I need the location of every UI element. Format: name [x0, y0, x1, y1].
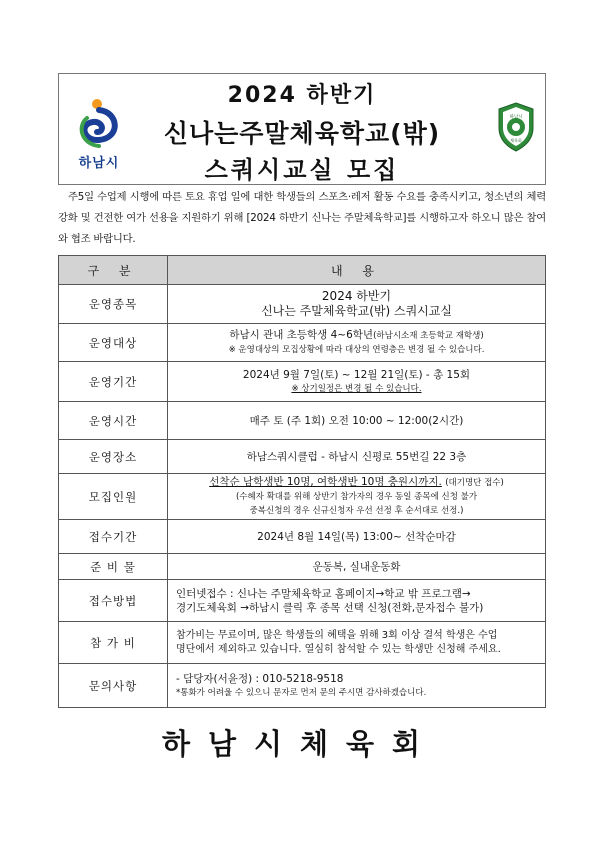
- footer-organizer: 하남시체육회: [161, 727, 439, 761]
- event-year: 2024 하반기: [321, 289, 392, 303]
- row-fee: [59, 622, 546, 664]
- recruit-waitlist: (대기명단 접수): [445, 478, 504, 488]
- fee-line-1: 참가비는 무료이며, 많은 학생들의 혜택을 위해 3회 이상 결석 학생은 수업: [176, 629, 498, 641]
- row-label: 문의사항: [59, 664, 168, 708]
- emblem-text-top: 하남시: [509, 115, 523, 120]
- contact-person: - 담당자(서윤정) : 010-5218-9518: [176, 672, 344, 685]
- recruit-main: 선착순 남학생반 10명, 여학생반 10명 충원시까지.: [209, 476, 442, 488]
- row-label: 운영장소: [59, 440, 168, 474]
- row-label: 운영대상: [59, 324, 168, 362]
- row-value: 하남스쿼시클럽 - 하남시 신평로 55번길 22 3층: [168, 440, 546, 474]
- row-event-name: [59, 285, 546, 324]
- row-value: [168, 622, 546, 664]
- info-table: [58, 255, 546, 708]
- row-apply-period: [59, 520, 546, 554]
- header-box: [58, 73, 546, 185]
- row-label: 운영종목: [59, 285, 168, 324]
- col-header-content: 내 용: [168, 256, 546, 285]
- event-title: 신나는 주말체육학교(밖) 스쿼시교실: [261, 304, 452, 318]
- row-label: 운영시간: [59, 402, 168, 440]
- row-value: [168, 474, 546, 520]
- row-prep: [59, 554, 546, 580]
- title-program: 신나는주말체육학교(밖): [163, 119, 441, 148]
- shield-emblem-icon: [497, 102, 535, 152]
- row-recruit: [59, 474, 546, 520]
- intro-paragraph: 주5일 수업제 시행에 따른 토요 휴업 일에 대한 학생들의 스포츠·레저 활동 수요를 충족시키고, 청소년의 체력 강화 및 건전한 여가 선용을 지원하기 위해 [2024 하반기 신나는 주말체육학교]를 시행하고자 하오니 많은 참여와 협조 바랍니다.: [58, 191, 546, 245]
- row-target: [59, 324, 546, 362]
- hanam-city-label: 하남시: [78, 156, 120, 171]
- row-label: 참 가 비: [59, 622, 168, 664]
- row-label: 접수기간: [59, 520, 168, 554]
- fee-line-2: 명단에서 제외하고 있습니다. 열심히 참석할 수 있는 학생만 신청해 주세요.: [176, 643, 501, 655]
- row-value: 매주 토 (주 1회) 오전 10:00 ~ 12:00(2시간): [168, 402, 546, 440]
- table-header-row: [59, 256, 546, 285]
- row-label: 접수방법: [59, 580, 168, 622]
- emblem-text-bottom: 체육회: [510, 138, 522, 143]
- row-value: [168, 580, 546, 622]
- col-header-label: 구 분: [59, 256, 168, 285]
- recruit-note-1: (수혜자 확대를 위해 상반기 참가자의 경우 동일 종목에 신청 불가: [235, 492, 478, 502]
- target-main: 하남시 관내 초등학생 4~6학년: [229, 329, 374, 341]
- row-value: [168, 362, 546, 402]
- row-value: [168, 664, 546, 708]
- period-dates: 2024년 9월 7일(토) ~ 12월 21일(토) - 총 15회: [242, 368, 471, 381]
- row-label: 운영기간: [59, 362, 168, 402]
- title-year: 2024 하반기: [227, 83, 377, 108]
- sports-council-emblem: [497, 102, 535, 152]
- row-value: [168, 324, 546, 362]
- row-value: 2024년 8월 14일(목) 13:00~ 선착순마감: [168, 520, 546, 554]
- row-method: [59, 580, 546, 622]
- row-contact: [59, 664, 546, 708]
- period-remark: ※ 상기일정은 변경 될 수 있습니다.: [291, 383, 422, 394]
- contact-note: *통화가 어려울 수 있으니 문자로 먼저 문의 주시면 감사하겠습니다.: [176, 687, 427, 698]
- method-line-1: 인터넷접수 : 신나는 주말체육학교 홈페이지→학교 밖 프로그램→: [176, 587, 471, 600]
- row-time: [59, 402, 546, 440]
- row-value: 운동복, 실내운동화: [168, 554, 546, 580]
- target-note: (하남시소재 초등학교 재학생): [373, 331, 484, 341]
- row-value: [168, 285, 546, 324]
- recruit-note-2: 중복신청의 경우 신규신청자 우선 선정 후 순서대로 선정.): [249, 506, 464, 516]
- method-line-2: 경기도체육회 →하남시 클릭 후 종목 선택 신청(전화,문자접수 불가): [176, 601, 484, 614]
- title-recruit: 스쿼시교실 모집: [204, 156, 400, 184]
- row-period: [59, 362, 546, 402]
- row-place: [59, 440, 546, 474]
- row-label: 모집인원: [59, 474, 168, 520]
- target-remark: ※ 운영대상의 모집상황에 따라 대상의 연령층은 변경 될 수 있습니다.: [228, 345, 485, 355]
- row-label: 준 비 물: [59, 554, 168, 580]
